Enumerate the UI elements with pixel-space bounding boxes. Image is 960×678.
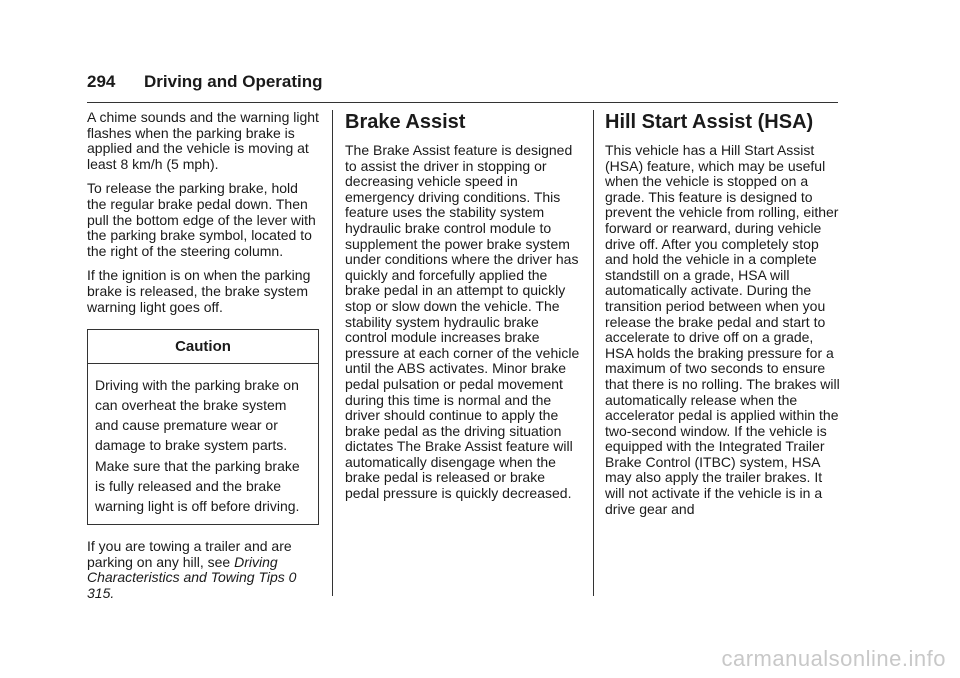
towing-text: If you are towing a trailer and are parking on any hill, see <box>87 538 292 570</box>
towing-link[interactable]: Driving Characteristics and Towing Tips <box>87 553 285 586</box>
column-right <box>605 110 841 526</box>
paragraph-brake-assist: The Brake Assist feature is designed to assist the driver in stopping or decreasing vehicle speed in emergency driving conditions. This feature uses the stability system hydraulic brake control module to supplement the power brake system under conditions where the driver has quickly and forcefully applied the brake pedal in an attempt to quickly stop or slow down the vehicle. The stability system hydraulic brake control module increases brake pressure at each corner of the vehicle until the ABS activates. Minor brake pedal pulsation or pedal movement during this time is normal and the driver should continue to apply the brake pedal as the driving situation dictates The Brake Assist feature will automatically disengage when the brake pedal is released or brake pedal pressure is quickly decreased. <box>345 142 580 502</box>
watermark: carmanualsonline.info <box>721 646 946 671</box>
caution-body: Driving with the parking brake on can overheat the brake system and cause premature wear or damage to brake system parts. Make sure that the parking brake is fully released and the brake warning light is off before driving. <box>95 376 300 514</box>
paragraph-towing <box>87 539 319 601</box>
paragraph-hill-start-assist: This vehicle has a Hill Start Assist (HSA) feature, which may be useful when the vehicle is stopped on a grade. This feature is designed to prevent the vehicle from rolling, either forward or rearward, during vehicle drive off. After you completely stop and hold the vehicle in a complete standstill on a grade, HSA will automatically activate. During the transition period between when you release the brake pedal and start to accelerate to drive off on a grade, HSA holds the braking pressure for a maximum of two seconds to ensure that there is no rolling. The brakes will automatically release when the accelerator pedal is applied within the two-second window. If the vehicle is equipped with the Integrated Trailer Brake Control (ITBC) system, HSA may also apply the trailer brakes. It will not activate if the vehicle is in a drive gear and <box>605 142 840 517</box>
page-header <box>87 72 838 103</box>
column-left <box>87 110 319 611</box>
section-title: Driving and Operating <box>144 72 323 91</box>
paragraph-chime: A chime sounds and the warning light flashes when the parking brake is applied and the vehicle is moving at least 8 km/h (5 mph). <box>87 109 319 172</box>
caution-box <box>87 329 319 525</box>
paragraph-release: To release the parking brake, hold the regular brake pedal down. Then pull the bottom edge of the lever with the parking brake symbol, located to the right of the steering column. <box>87 180 316 259</box>
column-middle <box>345 110 580 511</box>
column-divider-1 <box>332 110 333 596</box>
paragraph-ignition: If the ignition is on when the parking brake is released, the brake system warning light goes off. <box>87 267 311 315</box>
heading-brake-assist: Brake Assist <box>345 111 466 133</box>
caution-title: Caution <box>88 330 318 364</box>
heading-hill-start-assist: Hill Start Assist (HSA) <box>605 111 814 133</box>
page-number: 294 <box>87 72 116 91</box>
page-reference[interactable]: 0 315. <box>87 569 297 601</box>
column-divider-2 <box>593 110 594 596</box>
